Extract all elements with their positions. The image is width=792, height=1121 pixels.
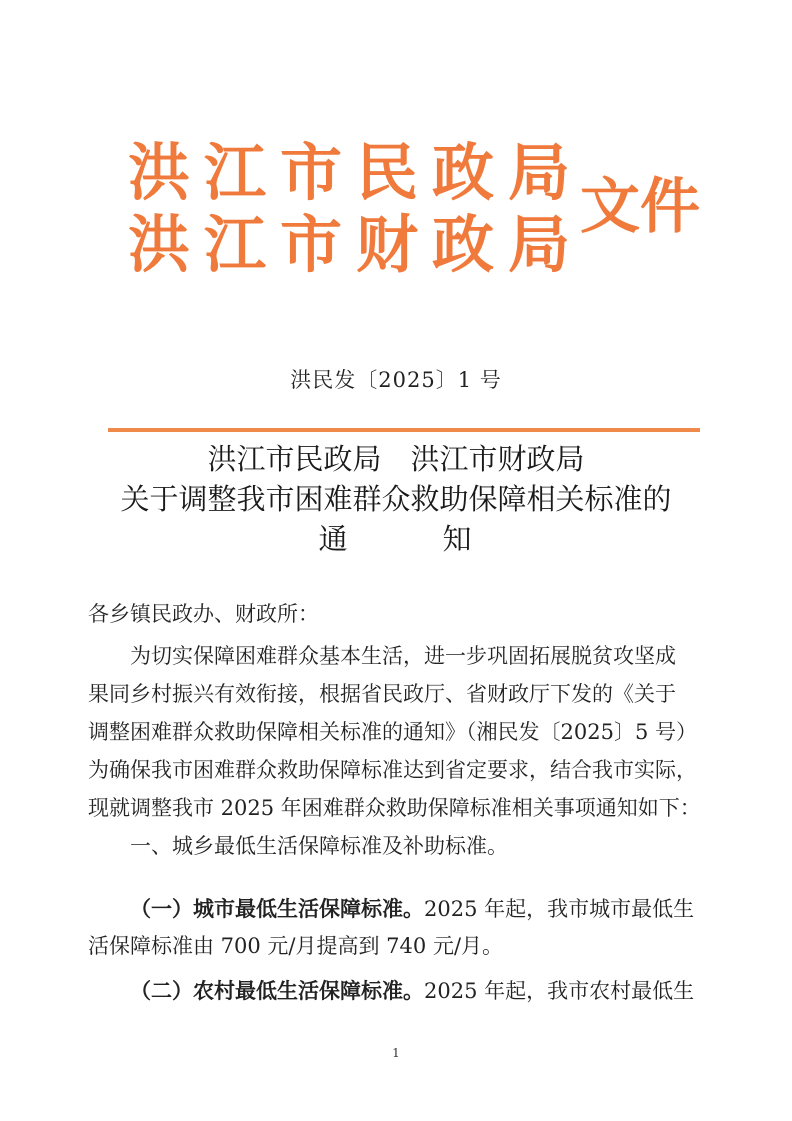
item2-label: （二）农村最低生活保障标准。	[130, 978, 424, 1003]
item2-line-1	[130, 972, 694, 1010]
title-line-subject: 关于调整我市困难群众救助保障相关标准的	[120, 482, 672, 516]
intro-line-1: 为切实保障困难群众基本生活，进一步巩固拓展脱贫攻坚成	[130, 644, 676, 668]
intro-line-5: 现就调整我市 2025 年困难群众救助保障标准相关事项通知如下：	[88, 796, 701, 820]
item1-line-1	[130, 890, 694, 928]
document-number: 洪民发〔2025〕1 号	[290, 368, 502, 392]
title-line-issuers: 洪江市民政局 洪江市财政局	[207, 442, 585, 476]
red-rule-divider	[108, 428, 700, 432]
item1-line-2: 活保障标准由 700 元/月提高到 740 元/月。	[88, 934, 504, 958]
intro-line-4: 为确保我市困难群众救助保障标准达到省定要求，结合我市实际，	[88, 758, 697, 782]
title-line-notice: 通 知	[318, 522, 474, 556]
document-body	[88, 596, 708, 1016]
document-header	[128, 128, 708, 288]
header-suffix: 文件	[580, 172, 700, 242]
header-issuer-finance: 洪江市财政局	[128, 208, 585, 281]
addressee: 各乡镇民政办、财政所：	[88, 602, 319, 626]
item1-text-1: 2025 年起，我市城市最低生	[424, 897, 695, 921]
header-issuer-civil-affairs: 洪江市民政局	[128, 136, 585, 209]
section-heading-1: 一、城乡最低生活保障标准及补助标准。	[130, 834, 508, 858]
page-number: 1	[392, 1046, 400, 1060]
item2-text-1: 2025 年起，我市农村最低生	[424, 979, 695, 1003]
intro-line-3: 调整困难群众救助保障相关标准的通知》（湘民发〔2025〕5 号）	[88, 720, 697, 744]
item1-label: （一）城市最低生活保障标准。	[130, 896, 424, 921]
intro-line-2: 果同乡村振兴有效衔接，根据省民政厅、省财政厅下发的《关于	[88, 682, 676, 706]
